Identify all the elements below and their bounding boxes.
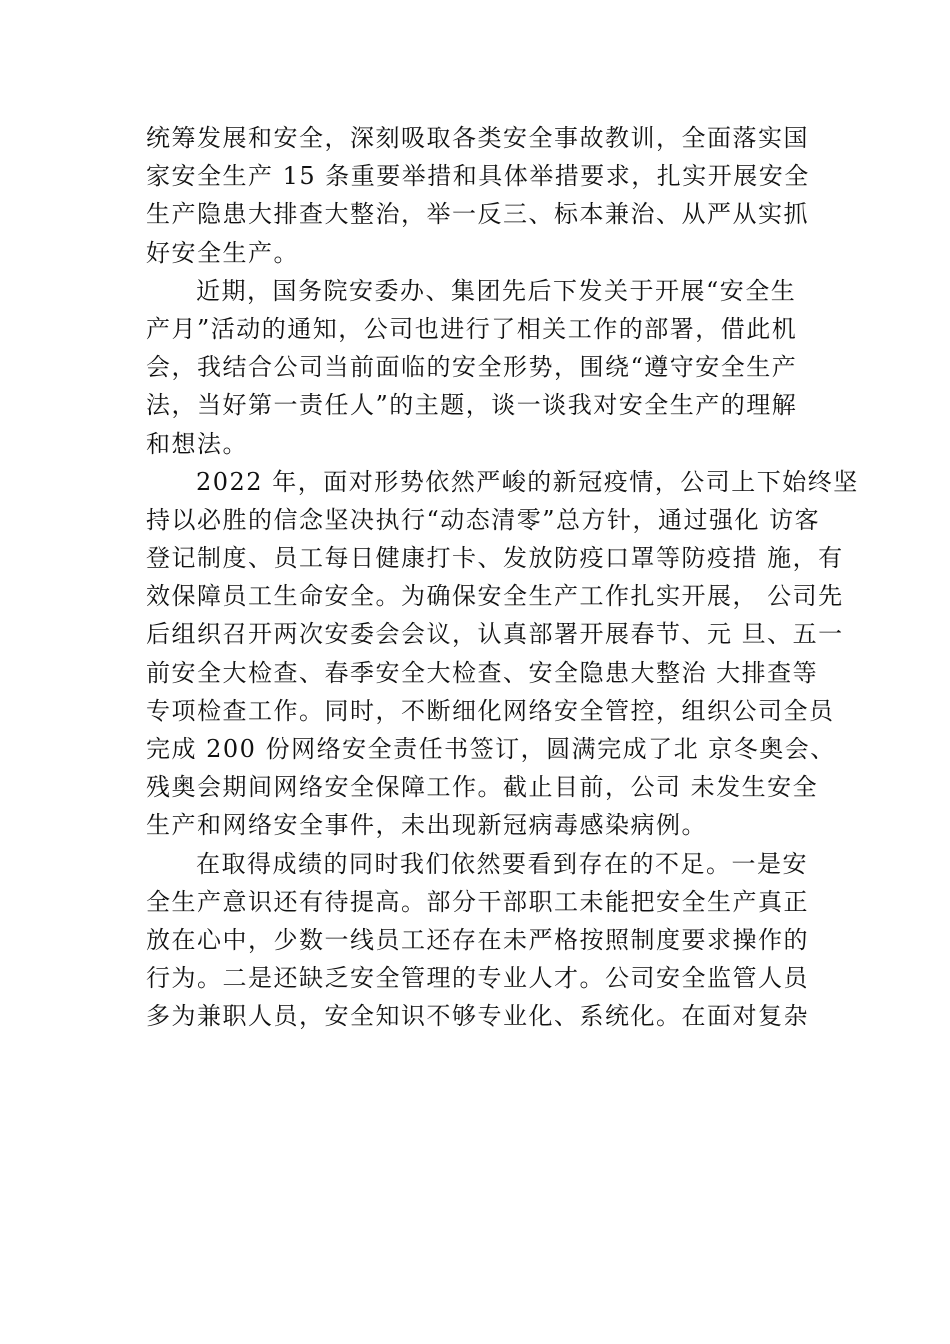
paragraph-first-line: 2022 年，面对形势依然严峻的新冠疫情，公司上下始终坚 (196, 467, 859, 496)
paragraph-first-line: 近期，国务院安委办、集团先后下发关于开展“安全生 (196, 276, 797, 305)
text-line: 放在心中，少数一线员工还存在未严格按照制度要求操作的 (146, 925, 809, 954)
text-line: 生产和网络安全事件，未出现新冠病毒感染病例。 (146, 811, 707, 840)
text-line: 产月”活动的通知，公司也进行了相关工作的部署，借此机 (146, 314, 798, 343)
text-line: 会，我结合公司当前面临的安全形势，围绕“遵守安全生产 (146, 353, 798, 382)
text-line: 残奥会期间网络安全保障工作。截止目前，公司 未发生安全 (146, 773, 819, 802)
text-line: 持以必胜的信念坚决执行“动态清零”总方针，通过强化 访客 (146, 505, 821, 534)
text-line: 行为。二是还缺乏安全管理的专业人才。公司安全监管人员 (146, 964, 809, 993)
text-line: 统筹发展和安全，深刻吸取各类安全事故教训，全面落实国 (146, 124, 809, 152)
text-line: 前安全大检查、春季安全大检查、安全隐患大整治 大排查等 (146, 658, 819, 687)
text-line: 效保障员工生命安全。为确保安全生产工作扎实开展， 公司先 (146, 582, 844, 611)
text-line: 后组织召开两次安委会会议，认真部署开展春节、元 旦、五一 (146, 620, 844, 649)
text-line: 登记制度、员工每日健康打卡、发放防疫口罩等防疫措 施，有 (146, 544, 844, 573)
text-line: 专项检查工作。同时，不断细化网络安全管控，组织公司全员 (146, 696, 835, 725)
text-line: 和想法。 (146, 429, 248, 458)
text-line: 家安全生产 15 条重要举措和具体举措要求，扎实开展安全 (146, 162, 810, 191)
paragraph-first-line: 在取得成绩的同时我们依然要看到存在的不足。一是安 (196, 849, 808, 878)
text-line: 全生产意识还有待提高。部分干部职工未能把安全生产真正 (146, 887, 809, 916)
text-line: 生产隐患大排查大整治，举一反三、标本兼治、从严从实抓 (146, 200, 809, 229)
text-line: 法，当好第一责任人”的主题，谈一谈我对安全生产的理解 (146, 391, 798, 420)
text-line: 好安全生产。 (146, 238, 299, 267)
text-line: 多为兼职人员，安全知识不够专业化、系统化。在面对复杂 (146, 1002, 809, 1031)
text-line: 完成 200 份网络安全责任书签订，圆满完成了北 京冬奥会、 (146, 735, 836, 763)
body-text (146, 119, 859, 1036)
